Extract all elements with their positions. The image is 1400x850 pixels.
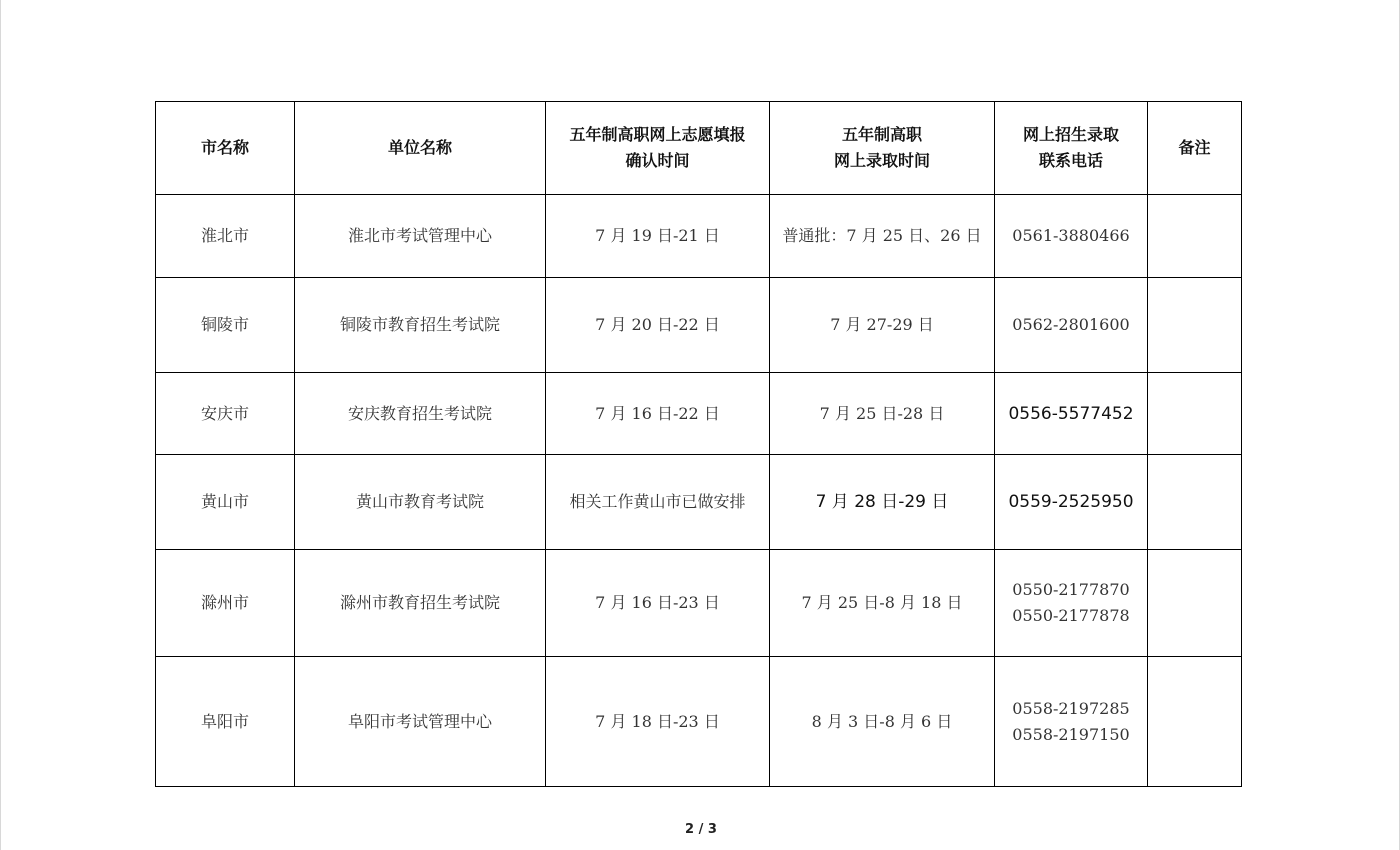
header-phone-line-2: 联系电话 [1038, 151, 1103, 170]
admission-time-cell: 8 月 3 日-8 月 6 日 [770, 657, 995, 787]
phone-number: 0556-5577452 [1008, 403, 1134, 424]
phone-cell [995, 195, 1148, 278]
phone-cell [995, 278, 1148, 373]
unit-cell: 安庆教育招生考试院 [295, 373, 546, 455]
admission-time-cell: 7 月 27-29 日 [770, 278, 995, 373]
city-cell: 黄山市 [156, 455, 295, 550]
unit-cell: 铜陵市教育招生考试院 [295, 278, 546, 373]
remark-cell [1148, 195, 1242, 278]
phone-number: 0558-2197285 [1012, 698, 1130, 718]
table-row [156, 373, 1242, 455]
header-admission-time-line-1: 五年制高职 [841, 125, 922, 144]
phone-number: 0558-2197150 [1012, 724, 1130, 744]
admission-time-cell [770, 455, 995, 550]
confirm-time-cell: 7 月 16 日-23 日 [546, 550, 770, 657]
table-row [156, 657, 1242, 787]
header-admission-time-line-2: 网上录取时间 [833, 151, 930, 170]
header-unit: 单位名称 [295, 102, 546, 195]
unit-cell: 黄山市教育考试院 [295, 455, 546, 550]
table-header-row [156, 102, 1242, 195]
admission-time-cell: 7 月 25 日-8 月 18 日 [770, 550, 995, 657]
phone-number: 0550-2177878 [1012, 606, 1130, 625]
confirm-time-cell: 7 月 16 日-22 日 [546, 373, 770, 455]
city-cell: 阜阳市 [156, 657, 295, 787]
phone-number: 0562-2801600 [1012, 315, 1130, 334]
city-cell: 滁州市 [156, 550, 295, 657]
confirm-time-cell: 7 月 18 日-23 日 [546, 657, 770, 787]
header-confirm-time-line-2: 确认时间 [625, 151, 690, 170]
header-admission-time [770, 102, 995, 195]
phone-number: 0561-3880466 [1012, 226, 1130, 245]
remark-cell [1148, 550, 1242, 657]
phone-number: 0559-2525950 [1008, 492, 1134, 512]
remark-cell [1148, 455, 1242, 550]
city-cell: 铜陵市 [156, 278, 295, 373]
remark-cell [1148, 373, 1242, 455]
city-cell: 淮北市 [156, 195, 295, 278]
header-city: 市名称 [156, 102, 295, 195]
unit-cell: 淮北市考试管理中心 [295, 195, 546, 278]
admission-time-cell: 7 月 25 日-28 日 [770, 373, 995, 455]
phone-cell [995, 455, 1148, 550]
header-confirm-time-line-1: 五年制高职网上志愿填报 [569, 125, 746, 144]
table-row [156, 550, 1242, 657]
unit-cell: 滁州市教育招生考试院 [295, 550, 546, 657]
confirm-time-cell: 7 月 20 日-22 日 [546, 278, 770, 373]
unit-cell: 阜阳市考试管理中心 [295, 657, 546, 787]
phone-cell [995, 373, 1148, 455]
phone-cell [995, 657, 1148, 787]
header-confirm-time [546, 102, 770, 195]
phone-cell [995, 550, 1148, 657]
city-cell: 安庆市 [156, 373, 295, 455]
page-number: 2 / 3 [685, 822, 717, 837]
header-remark: 备注 [1148, 102, 1242, 195]
admission-time-cell: 普通批：7 月 25 日、26 日 [770, 195, 995, 278]
remark-cell [1148, 278, 1242, 373]
phone-number: 0550-2177870 [1012, 580, 1130, 599]
table-row [156, 195, 1242, 278]
admission-time-text: 7 月 28 日-29 日 [815, 492, 949, 512]
table-row [156, 278, 1242, 373]
header-phone-line-1: 网上招生录取 [1022, 125, 1119, 144]
confirm-time-cell: 相关工作黄山市已做安排 [546, 455, 770, 550]
table-row [156, 455, 1242, 550]
confirm-time-cell: 7 月 19 日-21 日 [546, 195, 770, 278]
admission-schedule-table [155, 101, 1242, 787]
remark-cell [1148, 657, 1242, 787]
header-phone [995, 102, 1148, 195]
